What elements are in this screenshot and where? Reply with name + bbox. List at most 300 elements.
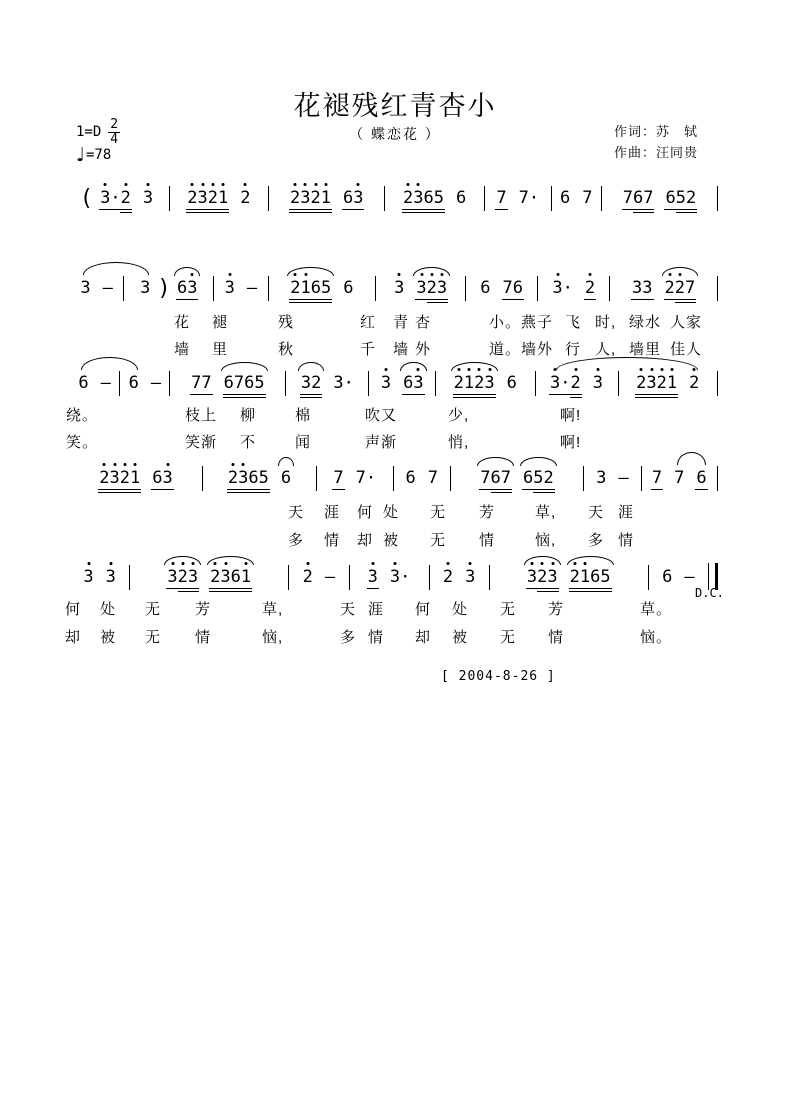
measure bbox=[536, 374, 618, 398]
augmentation-dot: · bbox=[528, 188, 540, 208]
duration-underline bbox=[289, 299, 332, 300]
lyric-syllable: 墙里 bbox=[629, 341, 662, 358]
note-digit: 7 bbox=[674, 468, 685, 488]
note-digit: 2 bbox=[570, 568, 580, 587]
note-group bbox=[519, 189, 540, 213]
note-digit: 3 bbox=[198, 189, 208, 208]
note-digit: 6 bbox=[78, 373, 89, 393]
note-digit: 3 bbox=[413, 374, 423, 393]
duration-underline bbox=[367, 588, 379, 589]
slur-arc bbox=[164, 556, 201, 565]
note-group bbox=[696, 469, 706, 493]
lyric-syllable: 飞 bbox=[565, 314, 582, 331]
octave-dot bbox=[398, 273, 401, 276]
dash-sustain: – bbox=[324, 567, 336, 587]
note-group bbox=[301, 374, 322, 398]
octave-dot bbox=[244, 183, 247, 186]
lyric-syllable: 时, bbox=[595, 314, 617, 331]
lyric-syllable: 里 bbox=[212, 341, 229, 358]
octave-dot bbox=[394, 562, 397, 565]
duration-underline bbox=[664, 209, 697, 210]
note-digit: 2 bbox=[208, 189, 218, 208]
note-digit: 6 bbox=[280, 468, 292, 488]
note-group bbox=[636, 374, 677, 398]
note-group bbox=[247, 279, 257, 303]
duration-underline bbox=[289, 302, 332, 303]
duration-underline bbox=[223, 397, 266, 398]
duration-underline bbox=[675, 302, 697, 303]
duration-underline bbox=[695, 489, 707, 490]
measure bbox=[490, 568, 648, 592]
note-digit: 2 bbox=[120, 469, 130, 488]
note-group bbox=[403, 374, 424, 398]
note-digit: 6 bbox=[403, 373, 414, 393]
note-group bbox=[343, 189, 364, 213]
lyric-syllable: 草, bbox=[535, 504, 557, 521]
music-system bbox=[70, 466, 718, 493]
lyric-syllable: 处 bbox=[452, 601, 469, 618]
note-digit: 1 bbox=[130, 469, 140, 488]
lyric-syllable: 声渐 bbox=[365, 434, 398, 451]
note-row bbox=[70, 371, 718, 398]
measure bbox=[289, 568, 348, 592]
music-system bbox=[70, 186, 718, 213]
duration-underline bbox=[332, 489, 344, 490]
duration-underline bbox=[570, 394, 582, 395]
measure bbox=[286, 374, 368, 398]
note-group bbox=[416, 279, 447, 303]
lyric-syllable: 无 bbox=[500, 629, 517, 646]
octave-dot bbox=[447, 562, 450, 565]
lyric-syllable: 多 bbox=[588, 532, 605, 549]
duration-underline bbox=[533, 492, 555, 493]
lyric-syllable: 涯 bbox=[324, 504, 341, 521]
note-digit: 6 bbox=[506, 373, 517, 393]
note-digit: 7 bbox=[496, 188, 507, 208]
duration-underline bbox=[651, 489, 663, 490]
note-digit: 6 bbox=[152, 468, 163, 488]
note-digit: 6 bbox=[423, 188, 434, 208]
barline bbox=[717, 371, 718, 396]
note-group bbox=[83, 568, 93, 592]
note-digit: 6 bbox=[665, 188, 676, 208]
note-digit: 3 bbox=[437, 279, 447, 298]
duration-underline bbox=[99, 209, 122, 210]
note-digit: 2 bbox=[303, 568, 313, 587]
note-digit: 1 bbox=[241, 568, 251, 587]
music-system bbox=[70, 371, 718, 398]
note-group bbox=[507, 374, 517, 398]
note-digit: 3 bbox=[394, 279, 404, 298]
measure bbox=[214, 279, 267, 303]
note-digit: 2 bbox=[454, 374, 464, 393]
measure bbox=[385, 189, 484, 213]
note-digit: 3 bbox=[300, 373, 312, 393]
measure bbox=[376, 279, 465, 303]
octave-dot bbox=[589, 273, 592, 276]
note-digit: 6 bbox=[223, 373, 234, 393]
date-stamp: [ 2004-8-26 ] bbox=[441, 669, 556, 684]
duration-underline bbox=[227, 489, 270, 490]
lyric-syllable: 闻 bbox=[295, 434, 312, 451]
phrase-paren: ) bbox=[159, 276, 168, 301]
lyric-syllable: 不 bbox=[240, 434, 257, 451]
octave-dot bbox=[384, 368, 387, 371]
note-digit: 6 bbox=[480, 278, 491, 298]
lyric-syllable: 涯 bbox=[368, 601, 385, 618]
note-digit: 7 bbox=[333, 468, 344, 488]
note-digit: 7 bbox=[191, 373, 202, 393]
lyric-syllable: 天 bbox=[340, 601, 357, 618]
note-digit: 2 bbox=[543, 468, 554, 488]
duration-underline bbox=[402, 394, 425, 395]
note-digit: 6 bbox=[590, 567, 601, 587]
note-digit: 3 bbox=[109, 469, 119, 488]
octave-dot bbox=[469, 562, 472, 565]
octave-dot bbox=[166, 463, 169, 466]
lyric-syllable: 情 bbox=[618, 532, 635, 549]
octave-dot bbox=[306, 562, 309, 565]
octave-dot bbox=[123, 463, 126, 466]
note-digit: 3 bbox=[368, 568, 378, 587]
lyric-syllable: 小。燕子 bbox=[489, 314, 554, 331]
slur-arc bbox=[524, 556, 561, 565]
lyric-syllable: 被 bbox=[452, 629, 469, 646]
music-system bbox=[70, 276, 718, 303]
song-title: 花褪残红青杏小 bbox=[293, 91, 497, 123]
duration-underline bbox=[631, 299, 654, 300]
duration-underline bbox=[186, 209, 229, 210]
note-group bbox=[550, 374, 571, 398]
duration-underline bbox=[176, 299, 199, 300]
note-digit: 7 bbox=[500, 468, 512, 488]
lyric-syllable: 人, bbox=[595, 341, 617, 358]
duration-underline bbox=[622, 209, 655, 210]
lyric-syllable: 芳 bbox=[195, 601, 212, 618]
note-digit: 6 bbox=[523, 468, 534, 488]
note-digit: 1 bbox=[580, 568, 590, 587]
note-digit: 3 bbox=[484, 374, 494, 393]
octave-dot bbox=[109, 562, 112, 565]
lyric-syllable: 绿水 bbox=[629, 314, 662, 331]
note-group bbox=[143, 189, 153, 213]
music-system bbox=[70, 563, 718, 592]
note-group bbox=[343, 279, 353, 303]
duration-underline bbox=[300, 394, 323, 395]
note-digit: 7 bbox=[427, 468, 439, 488]
duration-underline bbox=[342, 209, 365, 210]
lyric-syllable: 悄, bbox=[448, 434, 470, 451]
octave-dot bbox=[324, 183, 327, 186]
note-group bbox=[191, 374, 212, 398]
duration-underline bbox=[495, 209, 507, 210]
octave-dot bbox=[113, 463, 116, 466]
note-digit: 6 bbox=[405, 468, 416, 488]
duration-underline bbox=[300, 397, 323, 398]
lyric-syllable: 无 bbox=[145, 601, 162, 618]
note-digit: 2 bbox=[585, 279, 595, 298]
note-group bbox=[527, 568, 558, 592]
lyric-syllable: 被 bbox=[100, 629, 117, 646]
lyric-syllable: 无 bbox=[145, 629, 162, 646]
note-group bbox=[103, 279, 113, 303]
duration-underline bbox=[402, 209, 445, 210]
measure bbox=[436, 374, 534, 398]
lyricist-credit: 作词：苏 轼 bbox=[614, 124, 699, 139]
duration-underline bbox=[151, 489, 174, 490]
note-digit: 2 bbox=[178, 568, 188, 587]
note-group bbox=[662, 568, 672, 592]
slur-arc bbox=[451, 362, 498, 371]
note-group bbox=[652, 469, 662, 493]
measure bbox=[538, 279, 609, 303]
note-digit: 7 bbox=[651, 468, 663, 488]
note-group bbox=[390, 568, 411, 592]
octave-dot bbox=[232, 463, 235, 466]
lyric-syllable: 芳 bbox=[548, 601, 565, 618]
duration-underline bbox=[190, 394, 213, 395]
dash-sustain: – bbox=[102, 278, 113, 298]
note-group bbox=[99, 469, 140, 493]
note-row bbox=[70, 276, 718, 303]
note-digit: 2 bbox=[99, 469, 109, 488]
note-digit: 2 bbox=[685, 188, 697, 208]
measure bbox=[602, 189, 717, 213]
note-group bbox=[456, 189, 466, 213]
duration-underline bbox=[120, 209, 132, 210]
lyric-syllable: 笑渐 bbox=[185, 434, 218, 451]
lyric-syllable: 墙 bbox=[393, 341, 410, 358]
note-digit: 1 bbox=[218, 189, 228, 208]
note-digit: 2 bbox=[311, 373, 322, 393]
lyric-syllable: 笑。 bbox=[66, 434, 99, 451]
lyric-syllable: 吹又 bbox=[365, 407, 398, 424]
dash-sustain: – bbox=[150, 373, 162, 393]
octave-dot bbox=[407, 183, 410, 186]
augmentation-dot: · bbox=[560, 373, 571, 393]
octave-dot bbox=[222, 183, 225, 186]
lyric-syllable: 情 bbox=[368, 629, 385, 646]
note-group bbox=[523, 469, 554, 493]
note-group bbox=[570, 568, 611, 592]
note-digit: 3 bbox=[465, 568, 475, 587]
lyric-syllable: 情 bbox=[195, 629, 212, 646]
lyric-syllable: 何 bbox=[415, 601, 432, 618]
note-digit: 3 bbox=[143, 189, 153, 208]
duration-underline bbox=[570, 397, 582, 398]
note-digit: 3 bbox=[140, 278, 151, 298]
slur-arc bbox=[287, 267, 334, 276]
note-digit: 1 bbox=[301, 279, 311, 298]
song-subtitle: （ 蝶恋花 ） bbox=[349, 126, 441, 142]
da-capo-marking: D.C. bbox=[695, 586, 724, 600]
note-digit: 2 bbox=[636, 374, 646, 393]
lyric-syllable: 啊! bbox=[560, 434, 582, 451]
duration-underline bbox=[223, 394, 266, 395]
note-group bbox=[290, 189, 331, 213]
time-signature-top: 2 bbox=[110, 117, 119, 132]
duration-underline bbox=[502, 299, 525, 300]
phrase-paren: ( bbox=[82, 186, 92, 211]
note-group bbox=[623, 189, 654, 213]
duration-underline bbox=[178, 591, 200, 592]
measure bbox=[350, 568, 429, 592]
note-group bbox=[465, 568, 475, 592]
note-digit: 2 bbox=[474, 374, 484, 393]
note-digit: 6 bbox=[512, 278, 524, 298]
lyric-syllable: 枝上 bbox=[185, 407, 218, 424]
note-digit: 1 bbox=[464, 374, 474, 393]
note-digit: 6 bbox=[248, 468, 259, 488]
note-group bbox=[333, 374, 354, 398]
note-digit: 3 bbox=[187, 279, 197, 298]
measure bbox=[369, 374, 435, 398]
lyric-syllable: 涯 bbox=[618, 504, 635, 521]
note-digit: 2 bbox=[187, 189, 197, 208]
augmentation-dot: · bbox=[562, 278, 573, 298]
note-digit: 2 bbox=[689, 374, 699, 393]
note-digit: 2 bbox=[427, 279, 437, 298]
measure bbox=[170, 189, 269, 213]
duration-underline bbox=[186, 212, 229, 213]
octave-dot bbox=[124, 183, 127, 186]
note-digit: 5 bbox=[533, 468, 544, 488]
note-group bbox=[582, 189, 592, 213]
duration-underline bbox=[537, 591, 559, 592]
octave-dot bbox=[104, 183, 107, 186]
dash-sustain: – bbox=[684, 567, 695, 587]
note-digit: 5 bbox=[321, 278, 332, 298]
note-digit: 3 bbox=[167, 568, 177, 587]
note-digit: 3 bbox=[100, 189, 110, 208]
slur-arc bbox=[413, 267, 450, 276]
octave-dot bbox=[556, 273, 559, 276]
note-group bbox=[394, 279, 404, 303]
note-digit: 3 bbox=[550, 374, 560, 393]
note-group bbox=[496, 189, 506, 213]
note-row bbox=[70, 563, 718, 592]
note-digit: 2 bbox=[657, 374, 667, 393]
note-group bbox=[403, 189, 444, 213]
measure bbox=[317, 469, 392, 493]
lyric-syllable: 多 bbox=[288, 532, 305, 549]
note-digit: 3 bbox=[106, 568, 116, 587]
duration-underline bbox=[453, 394, 496, 395]
barline bbox=[717, 466, 718, 491]
duration-underline bbox=[526, 588, 559, 589]
note-group bbox=[665, 189, 696, 213]
lyric-syllable: 墙 bbox=[174, 341, 191, 358]
note-digit: 2 bbox=[571, 374, 581, 393]
octave-dot bbox=[211, 183, 214, 186]
note-group bbox=[281, 469, 291, 493]
lyric-syllable: 何 bbox=[65, 601, 82, 618]
note-digit: 7 bbox=[355, 468, 366, 488]
measure bbox=[584, 469, 641, 493]
note-digit: 5 bbox=[675, 188, 686, 208]
note-digit: 5 bbox=[254, 373, 265, 393]
measure bbox=[552, 189, 601, 213]
measure bbox=[170, 374, 285, 398]
note-group bbox=[674, 469, 684, 493]
note-digit: 3 bbox=[632, 278, 643, 298]
duration-underline bbox=[120, 212, 132, 213]
note-digit: 6 bbox=[244, 373, 255, 393]
note-digit: 3 bbox=[333, 373, 344, 393]
note-group bbox=[240, 189, 250, 213]
measure bbox=[203, 469, 316, 493]
lyric-syllable: 却 bbox=[357, 532, 374, 549]
note-digit: 6 bbox=[560, 188, 571, 208]
duration-underline bbox=[569, 588, 612, 589]
note-group bbox=[152, 469, 173, 493]
note-digit: 3 bbox=[646, 374, 656, 393]
note-group bbox=[552, 279, 573, 303]
note-group bbox=[303, 568, 313, 592]
lyric-syllable: 恼。 bbox=[640, 629, 673, 646]
note-digit: 3 bbox=[390, 568, 400, 587]
lyric-syllable: 被 bbox=[383, 532, 400, 549]
duration-underline bbox=[289, 212, 332, 213]
duration-underline bbox=[415, 299, 448, 300]
barline bbox=[717, 186, 718, 211]
note-digit: 3 bbox=[381, 374, 391, 393]
note-digit: 6 bbox=[342, 188, 354, 208]
note-group bbox=[333, 469, 343, 493]
lyric-syllable: 千 bbox=[360, 341, 377, 358]
octave-dot bbox=[191, 183, 194, 186]
note-digit: 6 bbox=[490, 468, 501, 488]
lyric-syllable: 恼, bbox=[262, 629, 284, 646]
duration-underline bbox=[635, 394, 678, 395]
barline bbox=[717, 276, 718, 301]
lyric-syllable: 无 bbox=[430, 532, 447, 549]
slur-arc bbox=[298, 362, 325, 371]
duration-underline bbox=[635, 397, 678, 398]
note-digit: 1 bbox=[321, 189, 331, 208]
note-group bbox=[406, 469, 416, 493]
slur-arc bbox=[662, 267, 699, 276]
note-digit: 3 bbox=[188, 568, 198, 587]
note-group bbox=[129, 374, 139, 398]
slur-arc bbox=[221, 362, 268, 371]
tie-arc bbox=[81, 357, 137, 370]
octave-dot bbox=[371, 562, 374, 565]
note-digit: 6 bbox=[176, 278, 188, 298]
octave-dot bbox=[294, 183, 297, 186]
note-digit: 6 bbox=[128, 373, 139, 393]
augmentation-dot: · bbox=[343, 373, 354, 393]
note-group bbox=[100, 189, 121, 213]
measure bbox=[430, 568, 489, 592]
note-group bbox=[140, 279, 150, 303]
augmentation-dot: · bbox=[400, 567, 411, 587]
duration-underline bbox=[569, 591, 612, 592]
measure bbox=[70, 279, 123, 303]
octave-dot bbox=[146, 183, 149, 186]
lyric-syllable: 处 bbox=[383, 504, 400, 521]
note-digit: 2 bbox=[403, 189, 413, 208]
measure bbox=[70, 374, 119, 398]
slur-arc bbox=[477, 457, 514, 466]
note-digit: 2 bbox=[240, 189, 250, 208]
octave-dot bbox=[314, 183, 317, 186]
lyric-syllable: 却 bbox=[415, 629, 432, 646]
tie-arc bbox=[83, 262, 149, 275]
measure bbox=[70, 568, 129, 592]
duration-underline bbox=[633, 212, 655, 213]
note-group bbox=[689, 374, 699, 398]
